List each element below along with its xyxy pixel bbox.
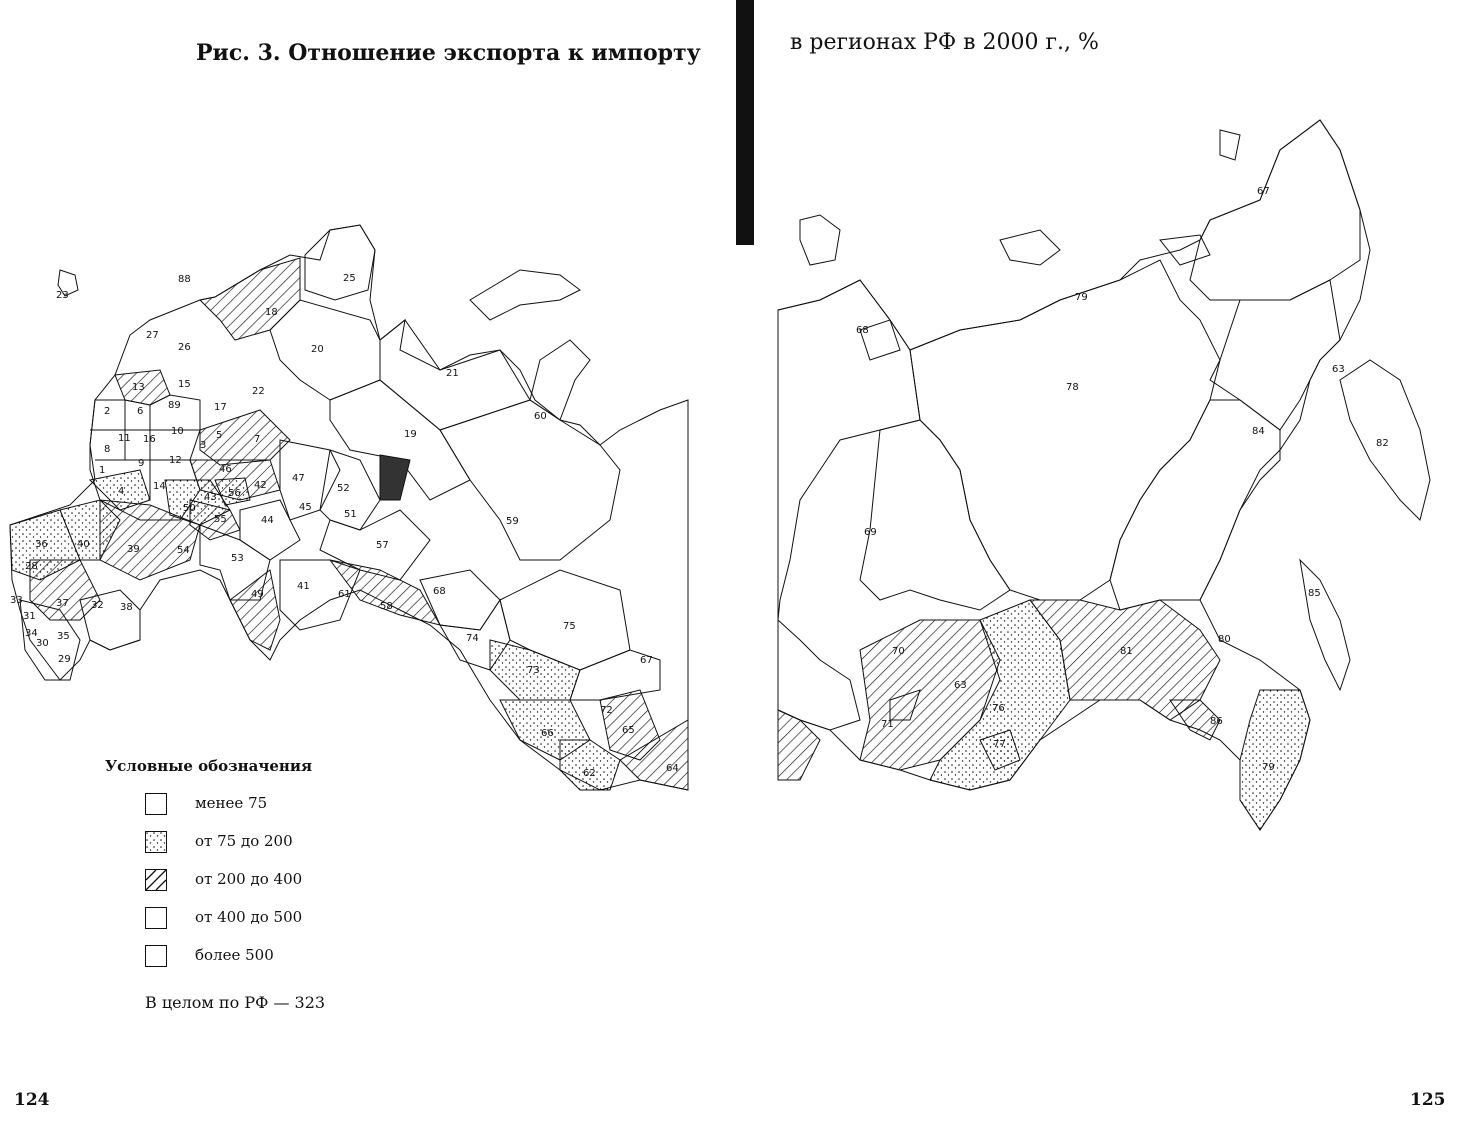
region-label: 75: [563, 621, 576, 632]
region-label: 26: [178, 342, 191, 353]
region-label: 71: [881, 719, 894, 730]
page-number-left: 124: [14, 1090, 50, 1110]
legend-title: Условные обозначения: [105, 757, 313, 775]
region-label: 20: [311, 344, 324, 355]
legend-item: [105, 831, 525, 869]
region-label: 41: [297, 581, 310, 592]
region-label: 82: [1376, 438, 1389, 449]
region-label: 12: [169, 455, 182, 466]
region-label: 5: [216, 430, 223, 441]
region-label: 35: [57, 631, 70, 642]
legend-swatch-dots: [145, 831, 167, 853]
region-label: 78: [1066, 382, 1079, 393]
legend-item: [105, 907, 525, 945]
region-label: 73: [527, 665, 540, 676]
region-label: 11: [118, 433, 131, 444]
region-label: 58: [380, 601, 393, 612]
region-label: 2: [104, 406, 111, 417]
region-label: 34: [25, 628, 38, 639]
region-label: 46: [219, 464, 232, 475]
region-label: 50: [183, 503, 196, 514]
figure-title: Рис. 3. Отношение экспорта к импорту: [196, 40, 701, 66]
region-label: 10: [171, 426, 184, 437]
region-label: 25: [343, 273, 356, 284]
region-label: 17: [214, 402, 227, 413]
region-label: 59: [506, 516, 519, 527]
region-label: 86: [1210, 716, 1223, 727]
region-label: 62: [583, 768, 596, 779]
legend-label: от 75 до 200: [195, 832, 293, 850]
region-label: 15: [178, 379, 191, 390]
region-label: 6: [137, 406, 144, 417]
region-label: 37: [56, 598, 69, 609]
region-label: 44: [261, 515, 274, 526]
legend-label: от 200 до 400: [195, 870, 303, 888]
legend-swatch-blank: [145, 793, 167, 815]
legend-swatch-blank: [145, 907, 167, 929]
region-label: 74: [466, 633, 479, 644]
region-label: 1: [99, 465, 106, 476]
region-label: 36: [35, 539, 48, 550]
region-label: 23: [56, 290, 69, 301]
region-label: 84: [1252, 426, 1265, 437]
region-label: 19: [404, 429, 417, 440]
region-label: 67: [640, 655, 653, 666]
region-label: 28: [25, 561, 38, 572]
region-label: 63: [954, 680, 967, 691]
legend-swatch-blank: [145, 945, 167, 967]
region-label: 45: [299, 502, 312, 513]
region-label: 68: [433, 586, 446, 597]
region-label: 47: [292, 473, 305, 484]
region-label: 3: [200, 440, 207, 451]
region-label: 63: [1332, 364, 1345, 375]
legend-label: менее 75: [195, 794, 268, 812]
region-label: 7: [254, 434, 261, 445]
region-label: 80: [1218, 634, 1231, 645]
region-label: 65: [622, 725, 635, 736]
legend-item: [105, 869, 525, 907]
region-label: 89: [168, 400, 181, 411]
region-label: 81: [1120, 646, 1133, 657]
region-label: 55: [214, 514, 227, 525]
region-label: 66: [541, 728, 554, 739]
region-label: 16: [143, 434, 156, 445]
region-label: 76: [992, 703, 1005, 714]
region-label: 9: [138, 458, 145, 469]
region-label: 68: [856, 325, 869, 336]
region-label: 72: [600, 705, 613, 716]
legend-label: от 400 до 500: [195, 908, 303, 926]
region-label: 43: [204, 492, 217, 503]
region-label: 64: [666, 763, 679, 774]
region-label: 21: [446, 368, 459, 379]
region-label: 52: [337, 483, 350, 494]
region-label: 22: [252, 386, 265, 397]
region-label: 79: [1262, 762, 1275, 773]
region-label: 31: [23, 611, 36, 622]
region-label: 39: [127, 544, 140, 555]
figure-title-continuation: в регионах РФ в 2000 г., %: [790, 30, 1099, 55]
region-label: 67: [1257, 186, 1270, 197]
region-label: 77: [993, 739, 1006, 750]
region-label: 79: [1075, 292, 1088, 303]
region-label: 38: [120, 602, 133, 613]
region-label: 60: [534, 411, 547, 422]
region-label: 70: [892, 646, 905, 657]
region-label: 33: [10, 595, 23, 606]
region-label: 8: [104, 444, 111, 455]
region-label: 49: [251, 589, 264, 600]
russia-total: В целом по РФ — 323: [145, 993, 326, 1012]
legend-swatch-hatch: [145, 869, 167, 891]
region-label: 57: [376, 540, 389, 551]
region-label: 30: [36, 638, 49, 649]
region-label: 69: [864, 527, 877, 538]
region-label: 53: [231, 553, 244, 564]
region-label: 61: [338, 589, 351, 600]
region-label: 54: [177, 545, 190, 556]
legend-item: [105, 793, 525, 831]
region-label: 40: [77, 539, 90, 550]
region-label: 42: [254, 480, 267, 491]
region-label: 32: [91, 600, 104, 611]
region-label: 27: [146, 330, 159, 341]
region-label: 29: [58, 654, 71, 665]
page-number-right: 125: [1410, 1090, 1446, 1110]
region-label: 85: [1308, 588, 1321, 599]
region-label: 14: [153, 481, 166, 492]
region-label: 56: [228, 488, 241, 499]
region-label: 4: [118, 486, 125, 497]
legend-label: более 500: [195, 946, 274, 964]
legend-item: [105, 945, 525, 983]
map-legend: [105, 757, 525, 1012]
eastern-russia-map: [740, 0, 1469, 1131]
region-label: 88: [178, 274, 191, 285]
right-page: [740, 0, 1469, 1131]
region-label: 51: [344, 509, 357, 520]
region-label: 18: [265, 307, 278, 318]
region-label: 13: [132, 382, 145, 393]
